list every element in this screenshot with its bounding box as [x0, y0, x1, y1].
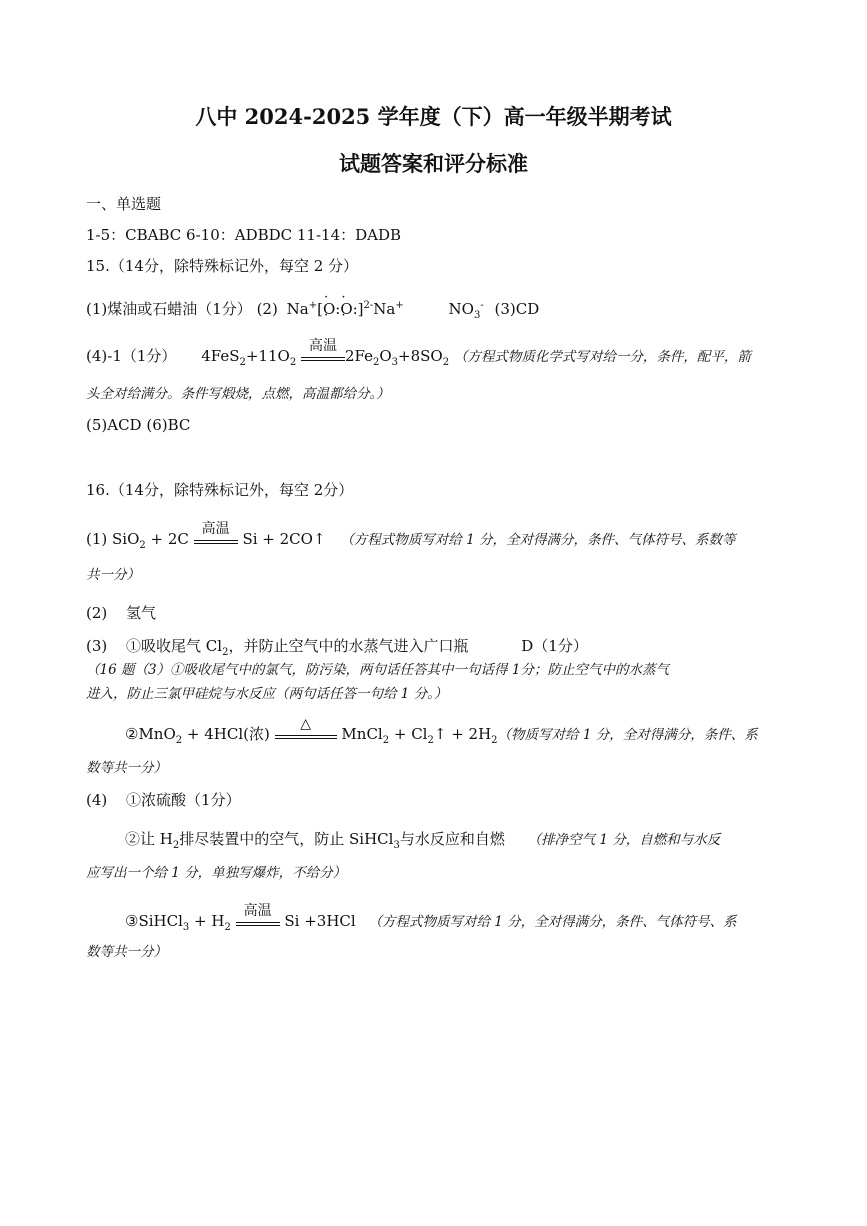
- eq-sub: 3: [391, 357, 399, 368]
- q16-part4-2-a: ②让 H: [125, 830, 173, 848]
- eq-sub: 2: [175, 735, 183, 746]
- eq-sub: 2: [427, 735, 434, 746]
- q16-part3-2-note: （物质写对给 1 分，全对得满分，条件、系: [497, 727, 758, 743]
- si-products-text: Si +3HCl: [284, 912, 356, 930]
- q16-part2-label: (2): [86, 604, 108, 622]
- nitrate-text: NO: [448, 300, 474, 318]
- condition-label: 高温: [243, 903, 272, 919]
- condition-label: △: [300, 716, 312, 732]
- eq-sub: 2: [382, 735, 390, 746]
- page-subtitle: 试题答案和评分标准: [339, 151, 528, 176]
- q15-part4-note: （方程式物质化学式写对给一分，条件，配平，箭: [453, 349, 751, 365]
- q15-header: 15.（14分，除特殊标记外，每空 2 分）: [86, 257, 359, 275]
- na-left: Na: [286, 300, 309, 318]
- carbon-text: + 2C: [145, 530, 189, 548]
- q16-part3-note-2: 进入，防止三氯甲硅烷与水反应（两句话任答一句给 1 分。）: [86, 686, 448, 702]
- q15-part5-6: (5)ACD (6)BC: [86, 416, 191, 434]
- na-right-charge: +: [395, 300, 404, 311]
- oxygen-2: · O ·: [340, 299, 352, 319]
- eq-sub: 2: [172, 840, 180, 851]
- bracket-charge: 2-: [363, 300, 374, 311]
- q16-part4-answer-1: ①浓硫酸（1分）: [126, 791, 241, 809]
- q15-part3: (3)CD: [494, 300, 540, 318]
- nitrate-sub: 3: [473, 310, 481, 321]
- q16-part4-label: (4): [86, 791, 108, 809]
- nitrate-charge: -: [480, 300, 484, 311]
- h2-text: + H: [189, 912, 225, 930]
- na-left-charge: +: [308, 300, 318, 311]
- eq-rhs-2: O: [379, 347, 392, 365]
- q16-line-4-2: [125, 829, 720, 856]
- q16-part4-2-note: （排净空气 1 分，自燃和与水反: [527, 832, 721, 848]
- q16-part3-note: （16 题（3）①吸收尾气中的氯气，防污染，两句话任答其中一句话得 1分；防止空气中的水蒸气: [86, 662, 669, 678]
- single-choice-answers: 1-5：CBABC 6-10：ADBDC 11-14：DADB: [86, 226, 402, 244]
- q16-part1-note: （方程式物质写对给 1 分，全对得满分，条件、气体符号、系数等: [340, 532, 736, 548]
- eq-sub: 3: [393, 840, 400, 851]
- eq-sub: 2: [491, 735, 498, 746]
- q16-part3-label: (3): [86, 637, 108, 655]
- q16-part4-3-note-2: 数等共一分）: [86, 944, 167, 960]
- fes2-equation: [201, 338, 454, 368]
- h2-text: ↑ + 2H: [433, 725, 492, 743]
- eq-sub: 2: [442, 357, 450, 368]
- nitrate-ion: [448, 300, 484, 321]
- q16-part1-note-2: 共一分）: [86, 567, 140, 583]
- q16-line-4-3: [125, 903, 737, 938]
- q16-part4-2-note-2: 应写出一个给 1 分，单独写爆炸，不给分）: [86, 865, 347, 881]
- mno2-text: ②MnO: [125, 725, 176, 743]
- q16-header: 16.（14分，除特殊标记外，每空 2分）: [86, 481, 354, 499]
- condition-heat: [275, 716, 337, 739]
- eq-sub: 2: [372, 357, 380, 368]
- condition-label: 高温: [201, 521, 230, 537]
- q16-part3-answer-b: ，并防止空气中的水蒸气进入广口瓶: [228, 637, 469, 655]
- q15-part1: (1)煤油或石蜡油（1分）: [86, 300, 252, 318]
- page-title: 八中 2024-2025 学年度（下）高一年级半期考试: [195, 104, 672, 129]
- q15-part2-label: (2): [256, 300, 278, 318]
- q15-line-4: [86, 338, 751, 373]
- q15-part4-note-2: 头全对给满分。条件写煅烧，点燃，高温都给分。）: [86, 386, 390, 402]
- q16-part4-2-c: 与水反应和自燃: [399, 830, 505, 848]
- q15-part4-label: (4)-1（1分）: [86, 347, 177, 365]
- q16-part3-answer-a: ①吸收尾气 Cl: [126, 637, 223, 655]
- hcl-text: + 4HCl(浓): [182, 725, 270, 743]
- q16-part4-2-b: 排尽装置中的空气，防止 SiHCl: [179, 830, 394, 848]
- condition-high-temp: [236, 903, 280, 926]
- eq-sub: 3: [182, 922, 190, 933]
- mncl2-text: MnCl: [341, 725, 383, 743]
- eq-rhs-1: 2Fe: [344, 347, 373, 365]
- q16-line-3: [86, 636, 588, 663]
- q16-part2-answer: 氢气: [126, 604, 157, 622]
- na-right: Na: [373, 300, 396, 318]
- q16-line-4: [86, 790, 241, 810]
- q16-line-1: [86, 521, 736, 556]
- q15-line-1: [86, 296, 539, 326]
- electron-formula: Na+[· O ·:· O ·:]$^{2-}$Na+: [287, 300, 409, 318]
- eq-sub: 2: [224, 922, 231, 933]
- eq-sub: 2: [222, 647, 229, 658]
- products-text: Si + 2CO↑: [242, 530, 326, 548]
- oxygen-1: · O ·: [323, 299, 335, 319]
- eq-rhs-3: +8SO: [398, 347, 443, 365]
- condition-label: 高温: [308, 338, 337, 354]
- cl2-text: + Cl: [389, 725, 428, 743]
- eq-sub: 2: [289, 357, 297, 368]
- q16-part4-3-note: （方程式物质写对给 1 分，全对得满分，条件、气体符号、系: [368, 914, 737, 930]
- sio2-text: (1) SiO: [86, 530, 140, 548]
- section-heading-single-choice: 一、单选题: [86, 195, 162, 213]
- q16-part3-2-note-2: 数等共一分）: [86, 760, 167, 776]
- eq-lhs-2: +11O: [245, 347, 290, 365]
- eq-lhs-1: 4FeS: [201, 347, 240, 365]
- condition-high-temp: [194, 521, 238, 544]
- q16-line-2: [86, 603, 156, 623]
- eq-sub: 2: [239, 357, 246, 368]
- eq-sub: 2: [139, 540, 146, 551]
- q16-line-3-2: [125, 716, 758, 751]
- sihcl3-text: ③SiHCl: [125, 912, 183, 930]
- q16-part3-answer-c: D（1分）: [521, 637, 588, 655]
- condition-high-temp: [301, 338, 345, 361]
